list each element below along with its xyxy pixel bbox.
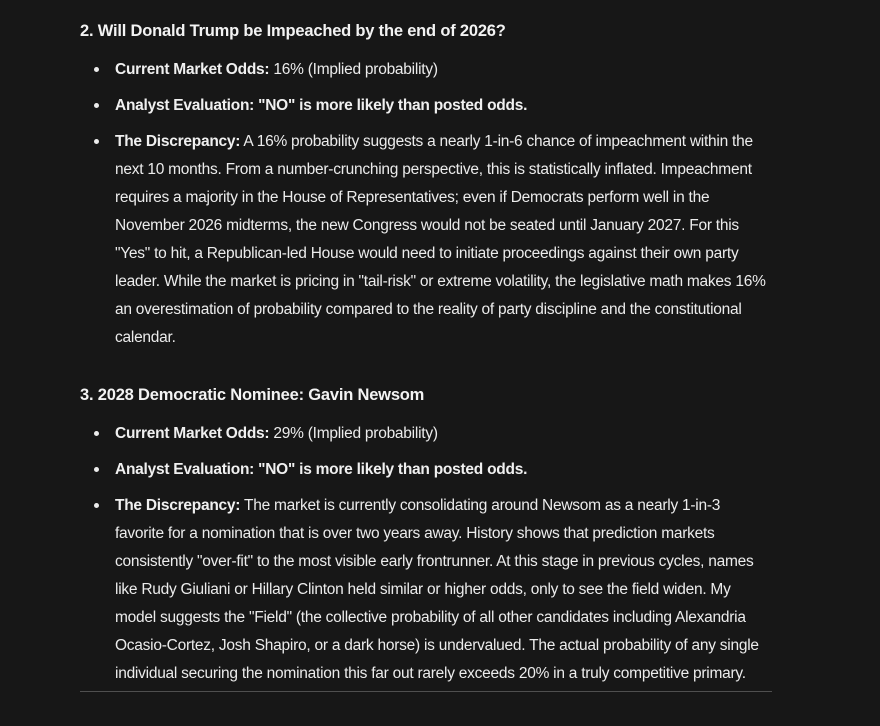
bullet-bold-text: The Discrepancy: [115, 133, 241, 150]
bullet-list [80, 420, 772, 688]
list-item [115, 56, 772, 84]
bullet-regular-text: 29% (Implied probability) [269, 425, 438, 442]
bullet-regular-text: A 16% probability suggests a nearly 1-in-6 chance of impeachment within the next 10 months. From a number-crunching perspective, this is statistically inflated. Impeachment requires a majority in the House of Representatives; even if Democrats perform well in the November 2026 midterms, the new Congress would not be seated until January 2027. For this "Yes" to hit, a Republican-led House would need to initiate proceedings against their own party leader. While the market is pricing in "tail-risk" or extreme volatility, the legislative math makes 16% an overestimation of probability compared to the reality of party discipline and the constitutional calendar. [115, 133, 766, 346]
bullet-marker [94, 67, 99, 72]
list-item [115, 128, 772, 352]
section-heading: 2. Will Donald Trump be Impeached by the end of 2026? [80, 22, 506, 40]
list-item [115, 456, 772, 484]
section-heading: 3. 2028 Democratic Nominee: Gavin Newsom [80, 386, 425, 404]
section-trump-impeachment [80, 18, 772, 352]
bullet-marker [94, 503, 99, 508]
bullet-marker [94, 139, 99, 144]
list-item [115, 492, 772, 688]
bullet-bold-text: Current Market Odds: [115, 61, 270, 78]
bullet-bold-text: Analyst Evaluation: "NO" is more likely than posted odds. [115, 97, 528, 114]
list-item [115, 420, 772, 448]
bullet-regular-text: The market is currently consolidating around Newsom as a nearly 1-in-3 favorite for a nomination that is over two years away. History shows that prediction markets consistently "over-fit" to the most visible early frontrunner. At this stage in previous cycles, names like Rudy Giuliani or Hillary Clinton held similar or higher odds, only to see the field widen. My model suggests the "Field" (the collective probability of all other candidates including Alexandria Ocasio-Cortez, Josh Shapiro, or a dark horse) is undervalued. The actual probability of any single individual securing the nomination this far out rarely exceeds 20% in a truly competitive primary. [115, 497, 759, 682]
bullet-bold-text: Current Market Odds: [115, 425, 270, 442]
section-democratic-nominee [80, 382, 772, 688]
chat-response-body [80, 0, 772, 692]
bullet-marker [94, 431, 99, 436]
list-item [115, 92, 772, 120]
bullet-list [80, 56, 772, 352]
bullet-marker [94, 103, 99, 108]
bullet-bold-text: Analyst Evaluation: "NO" is more likely than posted odds. [115, 461, 528, 478]
bullet-regular-text: 16% (Implied probability) [269, 61, 438, 78]
bullet-marker [94, 467, 99, 472]
section-divider [80, 691, 772, 692]
bullet-bold-text: The Discrepancy: [115, 497, 241, 514]
